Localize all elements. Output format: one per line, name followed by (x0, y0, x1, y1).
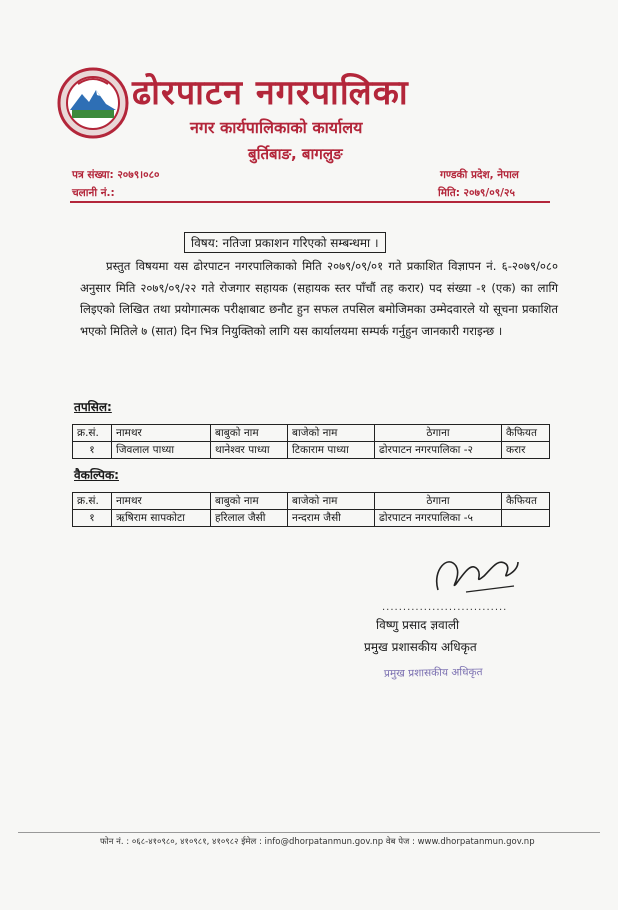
col-header: बाबुको नाम (211, 493, 288, 510)
municipality-emblem-icon (56, 66, 130, 140)
col-header: नामथर (112, 425, 211, 442)
header-divider (70, 201, 550, 203)
table-header-row (73, 493, 550, 510)
cell-grandfather: टिकाराम पाध्या (288, 442, 375, 459)
subject-line: विषय: नतिजा प्रकाशन गरिएको सम्बन्धमा । (184, 232, 386, 253)
col-header: ठेगाना (375, 425, 502, 442)
cell-father: हरिलाल जैसी (211, 510, 288, 527)
table-header-row (73, 425, 550, 442)
official-stamp: प्रमुख प्रशासकीय अधिकृत (383, 666, 483, 680)
signature-line: .............................. (382, 602, 508, 613)
col-header: बाबुको नाम (211, 425, 288, 442)
cell-address: ढोरपाटन नगरपालिका -५ (375, 510, 502, 527)
signatory-name: विष्णु प्रसाद ज्ञवाली (376, 618, 460, 632)
office-name: नगर कार्यपालिकाको कार्यालय (190, 118, 363, 137)
cell-sn: १ (73, 442, 112, 459)
cell-name: जिवलाल पाध्या (112, 442, 211, 459)
cell-name: ऋषिराम सापकोटा (112, 510, 211, 527)
handwritten-signature-icon (426, 540, 522, 604)
col-header: बाजेको नाम (288, 425, 375, 442)
footer-divider (18, 832, 600, 833)
col-header: क्र.सं. (73, 493, 112, 510)
col-header: ठेगाना (375, 493, 502, 510)
cell-father: थानेश्वर पाध्या (211, 442, 288, 459)
col-header: बाजेको नाम (288, 493, 375, 510)
office-address: बुर्तिबाङ, बागलुङ (248, 145, 343, 163)
signatory-title: प्रमुख प्रशासकीय अधिकृत (364, 640, 477, 654)
col-header: नामथर (112, 493, 211, 510)
cell-remark: करार (502, 442, 550, 459)
table-row (73, 442, 550, 459)
table-row (73, 510, 550, 527)
dispatch-number: चलानी नं.: (72, 187, 115, 199)
cell-remark (502, 510, 550, 527)
cell-address: ढोरपाटन नगरपालिका -२ (375, 442, 502, 459)
organization-name: ढोरपाटन नगरपालिका (132, 73, 409, 113)
cell-grandfather: नन्दराम जैसी (288, 510, 375, 527)
alternate-candidates-table (72, 492, 550, 527)
col-header: कैफियत (502, 425, 550, 442)
col-header: क्र.सं. (73, 425, 112, 442)
letter-date: मिति: २०७९/०९/२५ (438, 187, 515, 199)
alternate-heading: वैकल्पिक: (74, 468, 119, 482)
notice-body: प्रस्तुत विषयमा यस ढोरपाटन नगरपालिकाको मिति २०७९/०९/०१ गते प्रकाशित विज्ञापन नं. ६-२०७९/०८० अनुसार मिति २०७९/०९/२२ गते रोजगार सहायक (सहायक स्तर पाँचौं तह करार) पद संख्या -१ (एक) का लागि लिइएको लिखित तथा प्रयोगात्मक परीक्षाबाट छनौट हुन सफल तपसिल बमोजिमका उम्मेदवारले यो सूचना प्रकाशित भएको मितिले ७ (सात) दिन भित्र नियुक्तिको लागि यस कार्यालयमा सम्पर्क गर्नुहुन जानकारी गराइन्छ । (80, 259, 558, 338)
letter-number: पत्र संख्या: २०७९।०८० (72, 169, 160, 181)
province: गण्डकी प्रदेश, नेपाल (440, 169, 519, 181)
selected-candidates-table (72, 424, 550, 459)
contact-footer: फोन नं. : ०६८-४१०९८०, ४१०९८१, ४१०९८२ ईमेल : info@dhorpatanmun.gov.np वेब पेज : www.dhorpatanmun.gov.np (100, 837, 535, 847)
col-header: कैफियत (502, 493, 550, 510)
details-heading: तपसिल: (74, 400, 112, 414)
cell-sn: १ (73, 510, 112, 527)
